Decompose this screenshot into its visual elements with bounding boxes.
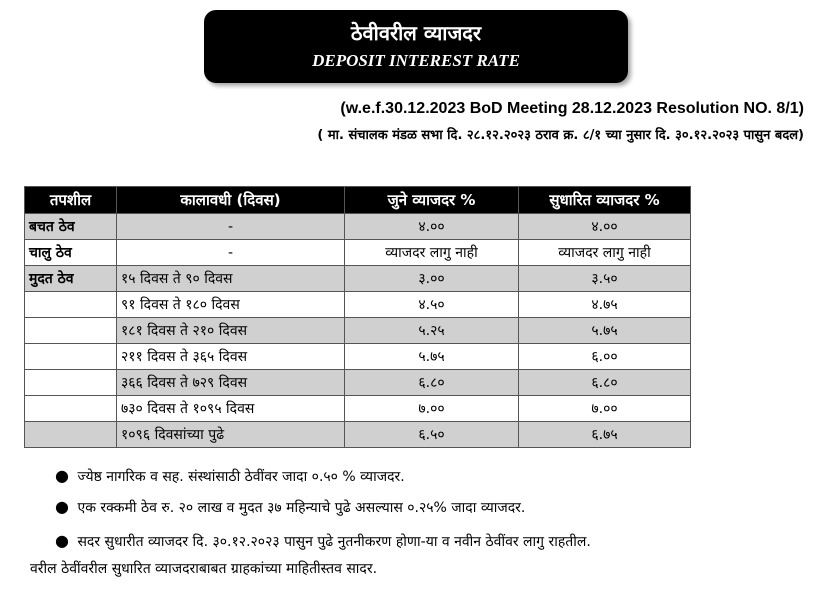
- note-text: ज्येष्ठ नागरिक व सह. संस्थांसाठी ठेवींवर जादा ०.५० % व्याजदर.: [77, 469, 405, 485]
- interest-rate-table: [24, 186, 691, 448]
- row-old-rate: ३.००: [345, 266, 519, 292]
- table-row: [25, 240, 691, 266]
- note-text: सदर सुधारीत व्याजदर दि. ३०.१२.२०२३ पासुन पुढे नुतनीकरण होणा-या व नवीन ठेवींवर लागु राहतील.: [77, 534, 591, 550]
- row-new-rate: ३.५०: [519, 266, 691, 292]
- row-old-rate: ४.५०: [345, 292, 519, 318]
- row-old-rate: ६.८०: [345, 370, 519, 396]
- row-detail: चालु ठेव: [25, 240, 117, 266]
- row-detail: [25, 370, 117, 396]
- effective-date-english: (w.e.f.30.12.2023 BoD Meeting 28.12.2023 Resolution NO. 8/1): [340, 100, 804, 117]
- row-period: २११ दिवस ते ३६५ दिवस: [117, 344, 345, 370]
- row-old-rate: ५.७५: [345, 344, 519, 370]
- row-period: -: [117, 240, 345, 266]
- header-new-rate: सुधारित व्याजदर %: [519, 187, 691, 214]
- bullet-icon: ●: [55, 497, 69, 516]
- row-detail: बचत ठेव: [25, 214, 117, 240]
- row-period: -: [117, 214, 345, 240]
- table-header-row: [25, 187, 691, 214]
- row-detail: [25, 344, 117, 370]
- table-row: [25, 344, 691, 370]
- table-row: [25, 370, 691, 396]
- table-row: [25, 292, 691, 318]
- header-old-rate: जुने व्याजदर %: [345, 187, 519, 214]
- row-detail: मुदत ठेव: [25, 266, 117, 292]
- table-row: [25, 422, 691, 448]
- row-old-rate: व्याजदर लागु नाही: [345, 240, 519, 266]
- row-new-rate: ६.७५: [519, 422, 691, 448]
- row-period: १५ दिवस ते ९० दिवस: [117, 266, 345, 292]
- note-information: वरील ठेवींवरील सुधारित व्याजदराबाबत ग्राहकांच्या माहितीस्तव सादर.: [30, 561, 378, 577]
- row-detail: [25, 318, 117, 344]
- title-box: [204, 10, 628, 83]
- row-period: १८१ दिवस ते २१० दिवस: [117, 318, 345, 344]
- row-new-rate: ५.७५: [519, 318, 691, 344]
- table-row: [25, 318, 691, 344]
- row-new-rate: ४.७५: [519, 292, 691, 318]
- row-old-rate: ६.५०: [345, 422, 519, 448]
- bullet-icon: ●: [55, 531, 69, 550]
- row-new-rate: ६.८०: [519, 370, 691, 396]
- row-new-rate: ६.००: [519, 344, 691, 370]
- row-old-rate: ७.००: [345, 396, 519, 422]
- table-row: [25, 266, 691, 292]
- row-period: ३६६ दिवस ते ७२९ दिवस: [117, 370, 345, 396]
- row-old-rate: ४.००: [345, 214, 519, 240]
- note-lump-sum: [55, 497, 525, 517]
- title-marathi: ठेवीवरील व्याजदर: [350, 21, 482, 45]
- note-senior-citizen: [55, 466, 405, 486]
- row-new-rate: ४.००: [519, 214, 691, 240]
- row-old-rate: ५.२५: [345, 318, 519, 344]
- header-detail: तपशील: [25, 187, 117, 214]
- row-new-rate: व्याजदर लागु नाही: [519, 240, 691, 266]
- row-period: ९१ दिवस ते १८० दिवस: [117, 292, 345, 318]
- table-row: [25, 214, 691, 240]
- row-detail: [25, 422, 117, 448]
- effective-date-marathi: ( मा. संचालक मंडळ सभा दि. २८.१२.२०२३ ठराव क्र. ८/१ च्या नुसार दि. ३०.१२.२०२३ पासुन बदल): [317, 128, 804, 143]
- table-row: [25, 396, 691, 422]
- row-period: ७३० दिवस ते १०९५ दिवस: [117, 396, 345, 422]
- row-detail: [25, 396, 117, 422]
- row-new-rate: ७.००: [519, 396, 691, 422]
- header-period: कालावधी (दिवस): [117, 187, 345, 214]
- bullet-icon: ●: [55, 466, 69, 485]
- title-english: DEPOSIT INTEREST RATE: [312, 51, 520, 70]
- row-period: १०९६ दिवसांच्या पुढे: [117, 422, 345, 448]
- row-detail: [25, 292, 117, 318]
- note-effective: [55, 531, 591, 551]
- note-text: एक रक्कमी ठेव रु. २० लाख व मुदत ३७ महिन्याचे पुढे असल्यास ०.२५% जादा व्याजदर.: [77, 500, 526, 516]
